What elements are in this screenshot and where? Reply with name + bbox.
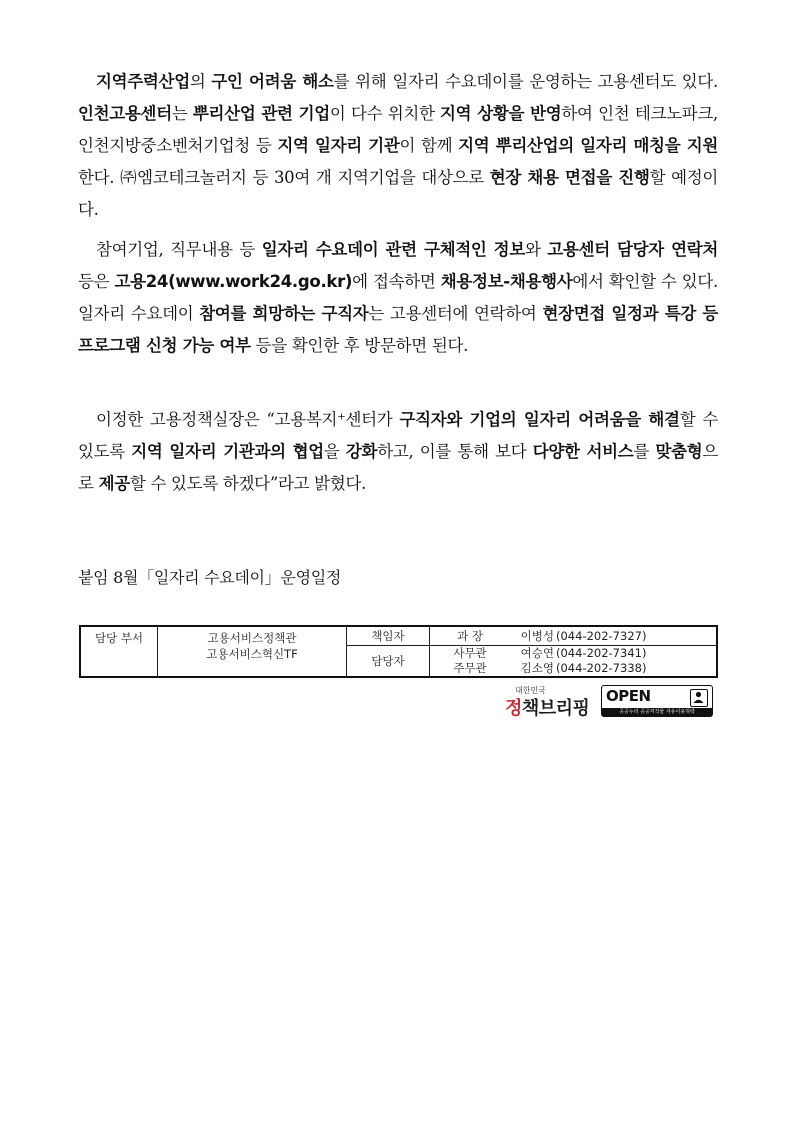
paragraph-2	[78, 234, 718, 362]
body-text: 이 다수 위치한	[329, 104, 441, 123]
staff-phone: (044-202-7341)	[556, 646, 647, 660]
body-text: 등을 확인한 후 방문하면 된다.	[250, 336, 469, 355]
dept-org	[158, 626, 347, 677]
staff-title: 주무관	[453, 661, 487, 675]
emphasis-text: 지역 일자리 기관	[277, 136, 400, 155]
open-word: OPEN	[606, 687, 651, 705]
emphasis-text: 고용센터 담당자 연락처	[547, 240, 719, 259]
role-staff: 담당자	[347, 646, 430, 678]
body-text: 에서 확인할 수 있다. 일자리 수요데이	[78, 272, 718, 323]
emphasis-text: 맞춤형	[655, 442, 703, 461]
emphasis-text: 현장면접 일정과 특강 등 프로그램 신청 가능 여부	[78, 304, 718, 355]
body-text: 하고, 이를 통해 보다	[377, 442, 533, 461]
staff-name: 여승연	[520, 646, 554, 660]
body-text: 이 함께	[399, 136, 459, 155]
emphasis-text: 지역 뿌리산업의 일자리 매칭을 지원	[458, 136, 718, 155]
emphasis-text: 인천고용센터	[78, 104, 172, 123]
body-text: 을	[323, 442, 346, 461]
org-line-1: 고용서비스정책관	[207, 631, 297, 645]
emphasis-text: 구직자와 기업의 일자리 어려움을 해결	[399, 410, 680, 429]
responsible-title: 과 장	[457, 629, 483, 643]
attachment-note: 붙임 8월「일자리 수요데이」운영일정	[78, 568, 342, 587]
korea-briefing-logo-rest: 책브리핑	[521, 698, 590, 719]
emphasis-text: 강화	[345, 442, 378, 461]
emphasis-text: 지역주력산업	[96, 72, 190, 91]
emphasis-text: 현장 채용 면접을 진행	[489, 168, 650, 187]
emphasis-text: 참여를 희망하는 구직자	[199, 304, 369, 323]
body-text: 에 접속하면	[352, 272, 441, 291]
body-text: 참여기업, 직무내용 등	[96, 240, 262, 259]
body-text: 등은	[78, 272, 115, 291]
staff-phone: (044-202-7338)	[556, 661, 647, 675]
body-text: 는 고용센터에 연락하여	[368, 304, 543, 323]
staff-people	[430, 646, 718, 678]
body-text: 하여 인천 테크노파크, 인천지방중소벤처기업청 등	[78, 104, 718, 155]
footer-logos	[505, 685, 720, 721]
emphasis-text: 다양한 서비스	[532, 442, 634, 461]
korea-briefing-small-text: 대한민국	[515, 686, 546, 695]
emphasis-text: 고용24(www.work24.go.kr)	[114, 272, 353, 291]
paragraph-3	[78, 404, 718, 500]
emphasis-text: 지역 일자리 기관과의 협업	[131, 442, 324, 461]
body-text: 는	[171, 104, 193, 123]
responsible-person	[430, 626, 718, 646]
emphasis-text: 일자리 수요데이 관련 구체적인 정보	[261, 240, 525, 259]
open-bar-text: 공공누리 공공저작물 자유이용허락	[602, 708, 712, 716]
emphasis-text: 채용정보-채용행사	[440, 272, 573, 291]
staff-title: 사무관	[453, 646, 487, 660]
korea-briefing-logo-red: 정	[505, 698, 522, 719]
emphasis-text: 지역 상황을 반영	[440, 104, 562, 123]
body-text: 와	[524, 240, 548, 259]
emphasis-text: 구인 어려움 해소	[211, 72, 334, 91]
body-text: 할 수 있도록	[78, 410, 718, 461]
dept-label: 담당 부서	[80, 626, 158, 677]
emphasis-text: 제공	[98, 474, 130, 493]
body-text: 할 수 있도록 하겠다”라고 밝혔다.	[129, 474, 367, 493]
contact-table	[79, 625, 718, 678]
responsible-name: 이병성	[520, 629, 554, 643]
person-icon	[690, 689, 708, 707]
role-responsible: 책임자	[347, 626, 430, 646]
body-text: 이정한 고용정책실장은 “고용복지⁺센터가	[96, 410, 400, 429]
body-text: 의	[189, 72, 212, 91]
body-text: 를	[633, 442, 656, 461]
body-text: 한다. ㈜엠코테크놀러지 등 30여 개 지역기업을 대상으로	[78, 168, 490, 187]
emphasis-text: 뿌리산업 관련 기업	[192, 104, 330, 123]
staff-name: 김소영	[520, 661, 554, 675]
korea-briefing-logo	[505, 694, 589, 720]
body-text: 를 위해 일자리 수요데이를 운영하는 고용센터도 있다.	[333, 72, 718, 91]
paragraph-1	[78, 66, 718, 226]
kogl-open-badge	[601, 685, 713, 717]
body-text: 으로	[78, 442, 718, 493]
responsible-phone: (044-202-7327)	[556, 629, 647, 643]
org-line-2: 고용서비스혁신TF	[206, 647, 298, 661]
body-text: 할 예정이다.	[78, 168, 718, 219]
